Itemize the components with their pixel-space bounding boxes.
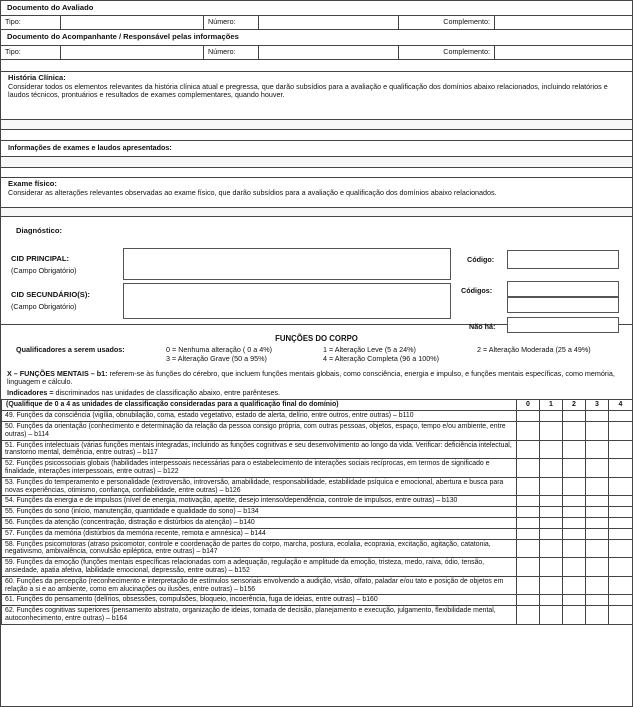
- codigos-field-2[interactable]: [507, 297, 619, 313]
- function-description: 55. Funções do sono (início, manutenção, quantidade e qualidade do sono) – b134: [2, 507, 517, 518]
- qualifier-cell-1[interactable]: [540, 539, 563, 558]
- qualifier-cell-4[interactable]: [609, 440, 633, 459]
- qualifier-cell-1[interactable]: [540, 459, 563, 478]
- funcoes-table-body: [2, 411, 633, 625]
- qualifier-cell-1[interactable]: [540, 558, 563, 577]
- qualifier-cell-2[interactable]: [563, 606, 586, 625]
- acompanhante-complemento-label: Complemento:: [399, 46, 495, 59]
- function-description: 49. Funções da consciência (vigília, obnubilação, coma, estado vegetativo, estado de alerta, delírio, entre outros, entre outras) – b110: [2, 411, 517, 422]
- qualifier-cell-4[interactable]: [609, 528, 633, 539]
- acompanhante-doc-row: [1, 45, 632, 60]
- indicadores-text: discriminados nas unidades de classificação abaixo, entre parênteses.: [55, 388, 281, 397]
- avaliado-complemento-label: Complemento:: [399, 16, 495, 29]
- qualificador-1: 1 = Alteração Leve (5 a 24%): [323, 345, 416, 354]
- avaliado-tipo-field[interactable]: [61, 16, 204, 29]
- scale-4: 4: [609, 400, 633, 411]
- scale-0: 0: [517, 400, 540, 411]
- qualifier-cell-4[interactable]: [609, 576, 633, 595]
- cid-principal-field[interactable]: [123, 248, 451, 280]
- qualifier-cell-0[interactable]: [517, 576, 540, 595]
- qualifier-cell-1[interactable]: [540, 422, 563, 441]
- qualifier-cell-3[interactable]: [586, 459, 609, 478]
- qualifier-cell-4[interactable]: [609, 459, 633, 478]
- table-row: [2, 496, 633, 507]
- table-header: (Qualifique de 0 a 4 as unidades de classificação consideradas para a qualificação final do domínio): [2, 400, 517, 411]
- mentais-intro: [1, 368, 632, 389]
- qualificador-3: 3 = Alteração Grave (50 a 95%): [166, 354, 267, 363]
- function-description: 61. Funções do pensamento (delírios, obsessões, compulsões, bloqueio, incoerência, fuga de ideias, entre outras) – b160: [2, 595, 517, 606]
- qualifier-cell-4[interactable]: [609, 477, 633, 496]
- historia-field[interactable]: [1, 119, 632, 130]
- scale-3: 3: [586, 400, 609, 411]
- qualifier-cell-2[interactable]: [563, 459, 586, 478]
- table-row: [2, 507, 633, 518]
- qualifier-cell-0[interactable]: [517, 539, 540, 558]
- cid-secundario-field[interactable]: [123, 283, 451, 319]
- qualifier-cell-3[interactable]: [586, 422, 609, 441]
- table-row: [2, 539, 633, 558]
- diagnostico-title: Diagnóstico:: [16, 226, 62, 235]
- table-row: [2, 528, 633, 539]
- qualifier-cell-4[interactable]: [609, 606, 633, 625]
- mentais-heading: X – FUNÇÕES MENTAIS – b1:: [7, 369, 108, 378]
- cid-secundario-label: CID SECUNDÁRIO(S):: [11, 290, 90, 299]
- historia-text: Considerar todos os elementos relevantes da história clínica atual e pregressa, que darão subsídios para a avaliação e qualificação dos domínios abaixo relacionados, incluindo relatórios e laudos técnicos, prontuários e resultados de exames complementares, quando houver.: [8, 81, 608, 100]
- scale-1: 1: [540, 400, 563, 411]
- qualifier-cell-1[interactable]: [540, 606, 563, 625]
- nao-ha-label: Não há:: [469, 322, 496, 331]
- funcoes-title: FUNÇÕES DO CORPO: [275, 334, 358, 343]
- qualifier-cell-2[interactable]: [563, 496, 586, 507]
- mentais-text: referem-se às funções do cérebro, que incluem funções mentais globais, como consciência, energia e impulso, e funções mentais específicas, como memória, linguagem e cálculo.: [7, 369, 615, 387]
- qualifier-cell-0[interactable]: [517, 477, 540, 496]
- qualifier-cell-2[interactable]: [563, 507, 586, 518]
- qualifier-cell-3[interactable]: [586, 606, 609, 625]
- qualifier-cell-1[interactable]: [540, 507, 563, 518]
- indicadores-label: Indicadores =: [7, 388, 54, 397]
- qualificador-0: 0 = Nenhuma alteração ( 0 a 4%): [166, 345, 273, 354]
- function-description: 53. Funções do temperamento e personalidade (extroversão, introversão, amabilidade, responsabilidade, estabilidade psíquica e emocional, abertura e busca para novas experiências, otimismo, confiança, confiabilidade, entre outras) – b126: [2, 477, 517, 496]
- qualifier-cell-3[interactable]: [586, 576, 609, 595]
- qualifier-cell-3[interactable]: [586, 496, 609, 507]
- codigos-label: Códigos:: [461, 286, 493, 295]
- qualifier-cell-0[interactable]: [517, 496, 540, 507]
- qualifier-cell-4[interactable]: [609, 496, 633, 507]
- cid-principal-label: CID PRINCIPAL:: [11, 254, 70, 263]
- qualifier-cell-1[interactable]: [540, 477, 563, 496]
- qualificador-4: 4 = Alteração Completa (96 a 100%): [323, 354, 440, 363]
- table-row: [2, 595, 633, 606]
- acompanhante-complemento-field[interactable]: [495, 46, 632, 59]
- qualifier-cell-0[interactable]: [517, 558, 540, 577]
- codigo-label: Código:: [467, 255, 495, 264]
- table-header-row: [2, 400, 633, 411]
- acompanhante-tipo-label: Tipo:: [1, 46, 61, 59]
- qualifier-cell-1[interactable]: [540, 440, 563, 459]
- qualifier-cell-3[interactable]: [586, 507, 609, 518]
- qualifier-cell-4[interactable]: [609, 518, 633, 529]
- funcoes-table: [1, 399, 633, 625]
- acompanhante-title: Documento do Acompanhante / Responsável pelas informações: [7, 32, 239, 41]
- function-description: 60. Funções da percepção (reconhecimento e interpretação de estímulos sensoriais envolvendo a audição, visão, olfato, paladar e/ou tato e posição de objetos em relação a si e ao ambiente, como em alucinações ou ilusões, entre outras) – b156: [2, 576, 517, 595]
- exame-fisico-title: Exame físico:: [8, 179, 57, 188]
- function-description: 56. Funções da atenção (concentração, distração e distúrbios da atenção) – b140: [2, 518, 517, 529]
- qualificadores: [1, 346, 632, 368]
- exame-fisico-field[interactable]: [1, 207, 632, 217]
- qualifier-cell-0[interactable]: [517, 528, 540, 539]
- qualifier-cell-0[interactable]: [517, 440, 540, 459]
- qualifier-cell-0[interactable]: [517, 422, 540, 441]
- historia-section: [1, 71, 632, 119]
- qualifier-cell-3[interactable]: [586, 539, 609, 558]
- qualifier-cell-4[interactable]: [609, 507, 633, 518]
- qualifier-cell-4[interactable]: [609, 422, 633, 441]
- qualifier-cell-1[interactable]: [540, 518, 563, 529]
- table-row: [2, 440, 633, 459]
- qualifier-cell-2[interactable]: [563, 422, 586, 441]
- table-row: [2, 606, 633, 625]
- qualifier-cell-2[interactable]: [563, 595, 586, 606]
- qualificador-2: 2 = Alteração Moderada (25 a 49%): [477, 345, 591, 354]
- table-row: [2, 477, 633, 496]
- qualifier-cell-2[interactable]: [563, 440, 586, 459]
- qualifier-cell-2[interactable]: [563, 539, 586, 558]
- qualifier-cell-0[interactable]: [517, 411, 540, 422]
- qualifier-cell-3[interactable]: [586, 595, 609, 606]
- function-description: 51. Funções intelectuais (várias funções mentais integradas, incluindo as funções cognitivas e seu desenvolvimento ao longo da vida. Verificar: deficiência intelectual, transtorno mental, demência, entre outras) – b117: [2, 440, 517, 459]
- qualifier-cell-1[interactable]: [540, 528, 563, 539]
- avaliado-tipo-label: Tipo:: [1, 16, 61, 29]
- qualifier-cell-2[interactable]: [563, 576, 586, 595]
- exame-fisico-section: [1, 177, 632, 207]
- qualifier-cell-3[interactable]: [586, 558, 609, 577]
- spacer: [1, 130, 632, 140]
- qualifier-cell-2[interactable]: [563, 477, 586, 496]
- qualifier-cell-2[interactable]: [563, 518, 586, 529]
- nao-ha-field[interactable]: [507, 317, 619, 333]
- qualifier-cell-1[interactable]: [540, 595, 563, 606]
- acompanhante-tipo-field[interactable]: [61, 46, 204, 59]
- table-row: [2, 558, 633, 577]
- qualifier-cell-4[interactable]: [609, 558, 633, 577]
- qualifier-cell-0[interactable]: [517, 595, 540, 606]
- qualifier-cell-0[interactable]: [517, 518, 540, 529]
- function-description: 57. Funções da memória (distúrbios da memória recente, remota e amnésica) – b144: [2, 528, 517, 539]
- avaliado-numero-field[interactable]: [259, 16, 399, 29]
- table-row: [2, 411, 633, 422]
- qualifier-cell-4[interactable]: [609, 539, 633, 558]
- function-description: 62. Funções cognitivas superiores (pensamento abstrato, organização de ideias, tomada de decisão, planejamento e execução, julgamento, flexibilidade mental, autoconhecimento, entre outras) – b164: [2, 606, 517, 625]
- scale-2: 2: [563, 400, 586, 411]
- cid-secundario-obrigatorio: (Campo Obrigatório): [11, 302, 77, 311]
- qualifier-cell-1[interactable]: [540, 576, 563, 595]
- function-description: 59. Funções da emoção (funções mentais específicas relacionadas com a adequação, regulação e amplitude da emoção, tristeza, medo, raiva, ódio, tensão, ansiedade, apatia afetiva, labilidade emocional, depressão, entre outras) – b152: [2, 558, 517, 577]
- qualifier-cell-3[interactable]: [586, 440, 609, 459]
- qualifier-cell-0[interactable]: [517, 507, 540, 518]
- codigos-field-1[interactable]: [507, 281, 619, 297]
- function-description: 52. Funções psicossociais globais (habilidades interpessoais necessárias para o estabelecimento de interações sociais recíprocas, em termos de significado e finalidade, interações interpessoais, entre outras) – b122: [2, 459, 517, 478]
- diagnostico-section: [1, 217, 632, 331]
- table-row: [2, 518, 633, 529]
- qualifier-cell-2[interactable]: [563, 558, 586, 577]
- function-description: 54. Funções da energia e de impulsos (nível de energia, motivação, apetite, desejo intenso/dependência, controle de impulsos, entre outras) – b130: [2, 496, 517, 507]
- qualifier-cell-0[interactable]: [517, 459, 540, 478]
- qualifier-cell-4[interactable]: [609, 411, 633, 422]
- avaliado-numero-label: Número:: [204, 16, 259, 29]
- spacer: [1, 60, 632, 71]
- avaliado-title: Documento do Avaliado: [7, 3, 94, 12]
- qualifier-cell-4[interactable]: [609, 595, 633, 606]
- qualifier-cell-3[interactable]: [586, 518, 609, 529]
- acompanhante-numero-label: Número:: [204, 46, 259, 59]
- qualificadores-label: Qualificadores a serem usados:: [16, 345, 125, 354]
- qualifier-cell-1[interactable]: [540, 411, 563, 422]
- qualifier-cell-3[interactable]: [586, 528, 609, 539]
- exames-field[interactable]: [1, 156, 632, 168]
- function-description: 58. Funções psicomotoras (atraso psicomotor, controle e coordenação de partes do corpo, marcha, postura, ecolalia, ecopraxia, excitação, agitação, catatonia, negativismo, ambivalência, convulsão epiléptica, entre outras) – b147: [2, 539, 517, 558]
- codigo-field[interactable]: [507, 250, 619, 269]
- acompanhante-numero-field[interactable]: [259, 46, 399, 59]
- qualifier-cell-3[interactable]: [586, 477, 609, 496]
- qualifier-cell-2[interactable]: [563, 528, 586, 539]
- qualifier-cell-0[interactable]: [517, 606, 540, 625]
- qualifier-cell-2[interactable]: [563, 411, 586, 422]
- table-row: [2, 422, 633, 441]
- avaliado-doc-row: [1, 15, 632, 30]
- cid-principal-obrigatorio: (Campo Obrigatório): [11, 266, 77, 275]
- spacer: [1, 168, 632, 177]
- table-row: [2, 576, 633, 595]
- exames-title: Informações de exames e laudos apresentados:: [1, 140, 632, 154]
- exame-fisico-text: Considerar as alterações relevantes observadas ao exame físico, que darão subsídios para a avaliação e qualificação dos domínios abaixo relacionados.: [8, 187, 497, 197]
- qualifier-cell-1[interactable]: [540, 496, 563, 507]
- function-description: 50. Funções da orientação (conhecimento e determinação da relação da pessoa consigo própria, com outras pessoas, objetos, espaço, tempo e/ou ambiente, entre outras) – b114: [2, 422, 517, 441]
- avaliado-complemento-field[interactable]: [495, 16, 632, 29]
- table-row: [2, 459, 633, 478]
- qualifier-cell-3[interactable]: [586, 411, 609, 422]
- historia-title: História Clínica:: [8, 73, 66, 82]
- indicadores-line: [1, 389, 632, 399]
